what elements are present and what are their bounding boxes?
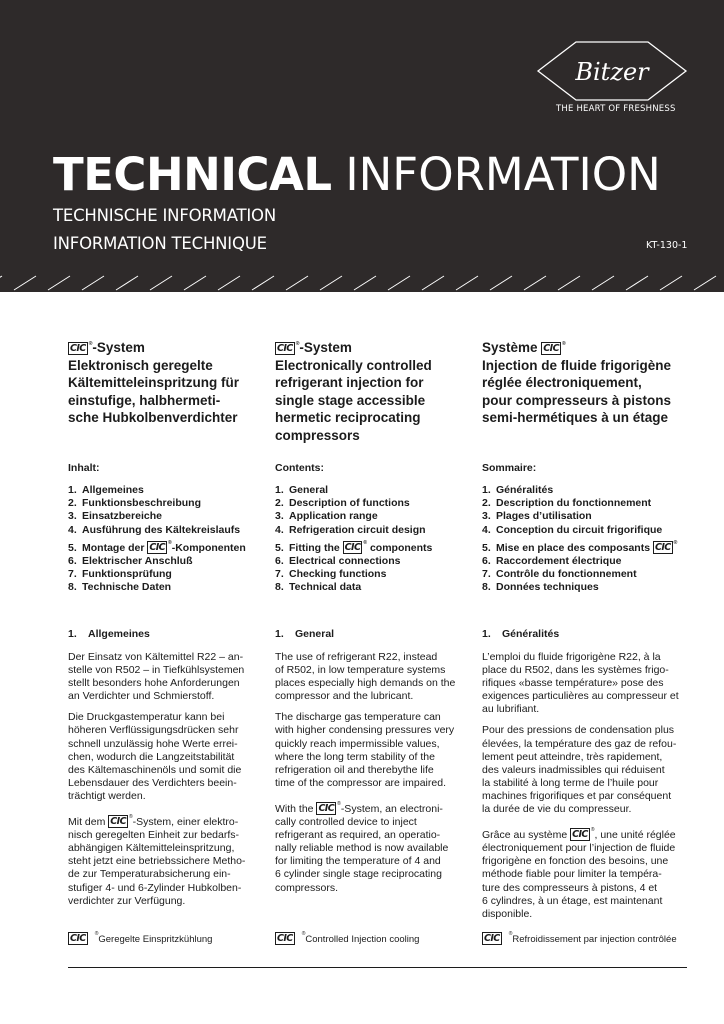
column-french xyxy=(482,336,700,929)
paragraph-line: de zur Temperaturabsicherung ein- xyxy=(68,868,231,881)
body-paragraph xyxy=(482,651,700,716)
heading-line: Injection de fluide frigorigène xyxy=(482,357,672,373)
registered-mark: ® xyxy=(295,341,300,347)
body-paragraph-logo xyxy=(482,824,700,921)
paragraph-line: stellt besonders hohe Anforderungen xyxy=(68,677,240,690)
paragraph-line: Der Einsatz von Kältemittel R22 – an- xyxy=(68,651,244,663)
toc-number: 7. xyxy=(68,568,77,581)
toc-item[interactable] xyxy=(275,568,493,581)
paragraph-line: ture des compresseurs à pistons, 4 et xyxy=(482,881,658,894)
paragraph-line xyxy=(275,798,493,816)
toc-item[interactable] xyxy=(68,497,286,510)
paragraph-line: chen, wodurch die Langzeitstabilität xyxy=(68,750,235,763)
toc-item[interactable] xyxy=(68,555,286,568)
paragraph-line: trächtigt werden. xyxy=(68,789,146,802)
toc-label: Ausführung des Kältekreislaufs xyxy=(82,523,241,536)
toc-label: Technical data xyxy=(289,581,362,594)
toc-item[interactable] xyxy=(68,568,286,581)
bitzer-logo xyxy=(536,40,688,102)
toc-number: 7. xyxy=(275,568,284,581)
title-bold: TECHNICAL xyxy=(53,148,332,201)
toc-number: 5. xyxy=(482,541,491,554)
toc-number: 8. xyxy=(482,581,491,594)
paragraph-line: 6 cylinder single stage reciprocating xyxy=(275,868,442,881)
paragraph-line: L’emploi du fluide frigorigène R22, à la xyxy=(482,651,661,663)
paragraph-line: des Kältemaschinenöls und somit die xyxy=(68,763,242,776)
toc-item[interactable] xyxy=(68,510,286,523)
toc-label: Funktionsprüfung xyxy=(82,568,172,581)
toc-item[interactable] xyxy=(275,537,493,555)
toc-number: 4. xyxy=(275,523,284,536)
paragraph-line: schnell unzulässig hohe Werte errei- xyxy=(68,737,238,750)
toc-number: 5. xyxy=(68,541,77,554)
subtitle-german: TECHNISCHE INFORMATION xyxy=(53,206,276,225)
toc-item[interactable] xyxy=(275,510,493,523)
toc-item[interactable] xyxy=(482,484,700,497)
registered-mark: ® xyxy=(508,931,513,937)
footer-divider xyxy=(68,967,687,968)
toc-item[interactable] xyxy=(275,484,493,497)
paragraph-line: la durée de vie du compresseur. xyxy=(482,803,632,816)
paragraph-line: frigorigène en fonction des besoins, une xyxy=(482,855,669,868)
paragraph-line: The use of refrigerant R22, instead xyxy=(275,651,438,663)
toc-item[interactable] xyxy=(482,510,700,523)
paragraph-line: where the long term stability of the xyxy=(275,750,435,763)
toc-item[interactable] xyxy=(68,524,286,537)
section-title xyxy=(68,628,286,640)
toc-item[interactable] xyxy=(482,568,700,581)
paragraph-line: compressors. xyxy=(275,881,339,894)
section-title xyxy=(275,628,493,640)
toc-label: Technische Daten xyxy=(82,581,172,594)
toc-label: General xyxy=(289,484,329,496)
stripe-decoration xyxy=(0,274,724,292)
cic-logo-icon xyxy=(570,828,590,841)
paragraph-line: électroniquement pour l’injection de fluide xyxy=(482,842,676,855)
toc-label-suffix: -Komponenten xyxy=(171,541,246,554)
paragraph-line: place du R502, dans les systèmes frigo- xyxy=(482,664,669,677)
paragraph-line: places especially high demands on the xyxy=(275,677,456,690)
toc-label: Allgemeines xyxy=(82,484,144,496)
toc-number: 6. xyxy=(482,555,491,568)
toc-item[interactable] xyxy=(482,537,700,555)
heading-line: einstufige, halbhermeti- xyxy=(68,392,221,408)
toc-number: 3. xyxy=(275,510,284,523)
logo-para-pre: With the xyxy=(275,802,317,815)
heading-line: réglée électroniquement, xyxy=(482,375,642,390)
heading-line: single stage accessible xyxy=(275,392,426,408)
toc-label: Einsatzbereiche xyxy=(82,510,162,523)
column-english xyxy=(275,336,493,903)
paragraph-line: with higher condensing pressures very xyxy=(275,724,455,737)
title-light: INFORMATION xyxy=(345,148,661,201)
section-title-text: General xyxy=(295,628,335,640)
heading-line: Elektronisch geregelte xyxy=(68,357,213,373)
column-heading xyxy=(482,336,700,462)
paragraph-line: refrigerant as required, an operatio- xyxy=(275,829,441,842)
registered-mark: ® xyxy=(88,341,93,347)
logo-para-post: -System, an electroni- xyxy=(340,802,443,815)
heading-line: pour compresseurs à pistons xyxy=(482,392,672,408)
cic-mark: CIC xyxy=(110,816,126,828)
footer-note-text: Geregelte Einspritzkühlung xyxy=(98,934,213,945)
registered-mark: ® xyxy=(168,539,172,546)
paragraph-line: méthode fiable pour limiter la tempéra- xyxy=(482,868,662,881)
paragraph-line: an Verdichter und Schmierstoff. xyxy=(68,690,215,703)
paragraph-line: compressor and the lubricant. xyxy=(275,690,414,703)
column-heading xyxy=(275,336,493,462)
table-of-contents xyxy=(275,484,493,628)
toc-item[interactable] xyxy=(275,524,493,537)
registered-mark: ® xyxy=(590,827,595,834)
registered-mark: ® xyxy=(128,814,133,821)
toc-item[interactable] xyxy=(275,555,493,568)
cic-logo-icon xyxy=(275,342,295,355)
toc-label: Généralités xyxy=(496,484,554,496)
registered-mark: ® xyxy=(363,539,368,546)
section-title xyxy=(482,628,700,640)
paragraph-line: The discharge gas temperature can xyxy=(275,711,441,724)
cic-mark: CIC xyxy=(70,933,86,944)
toc-label: Description of functions xyxy=(289,497,410,510)
column-heading xyxy=(68,336,286,462)
footer-note-text: Refroidissement par injection contrôlée xyxy=(512,934,677,945)
heading-line: sche Hubkolbenverdichter xyxy=(68,410,238,425)
footer-note-german xyxy=(68,931,212,945)
heading-suffix: -System xyxy=(299,340,352,355)
heading-line: hermetic reciprocating xyxy=(275,410,421,425)
paragraph-line: rifiques «basse température» pose des xyxy=(482,677,664,690)
toc-number: 5. xyxy=(275,541,284,554)
toc-label: Plages d’utilisation xyxy=(496,510,592,523)
section-number: 1. xyxy=(68,628,77,640)
paragraph-line: höheren Verflüssigungsdrücken sehr xyxy=(68,724,239,737)
heading-line: semi-hermétiques à un étage xyxy=(482,410,669,425)
toc-number: 6. xyxy=(275,555,284,568)
toc-number: 6. xyxy=(68,555,77,568)
toc-item[interactable] xyxy=(68,484,286,497)
body-paragraph xyxy=(275,651,493,703)
paragraph-line xyxy=(68,811,286,829)
cic-mark: CIC xyxy=(70,343,86,354)
paragraph-line: steht jetzt eine betriebssichere Metho- xyxy=(68,855,246,868)
logo-text: Bitzer xyxy=(575,58,649,86)
toc-label: Electrical connections xyxy=(289,555,401,568)
paragraph-line xyxy=(482,824,700,842)
heading-system-line xyxy=(482,336,700,357)
toc-item[interactable] xyxy=(482,581,700,594)
paragraph-line: lement peut atteindre, très rapidement, xyxy=(482,750,663,763)
paragraph-line: time of the compressor are impaired. xyxy=(275,776,446,789)
toc-number: 1. xyxy=(68,484,77,496)
toc-item[interactable] xyxy=(68,537,286,555)
cic-mark: CIC xyxy=(572,829,588,841)
cic-mark: CIC xyxy=(149,541,166,553)
paragraph-line: abhängigen Kältemitteleinspritzung, xyxy=(68,842,235,855)
cic-logo-icon xyxy=(147,541,167,554)
toc-number: 1. xyxy=(275,484,284,496)
heading-suffix: -System xyxy=(92,340,145,355)
toc-label: Montage der xyxy=(82,541,148,554)
heading-line: Electronically controlled xyxy=(275,357,432,373)
toc-label: Application range xyxy=(289,510,378,523)
toc-number: 2. xyxy=(275,497,284,510)
body-paragraph xyxy=(68,711,286,803)
table-of-contents xyxy=(482,484,700,628)
cic-logo-icon xyxy=(316,802,336,815)
registered-mark: ® xyxy=(673,539,678,546)
paragraph-line: Die Druckgastemperatur kann bei xyxy=(68,711,225,724)
toc-item[interactable] xyxy=(275,497,493,510)
toc-label: Refrigeration circuit design xyxy=(289,523,426,536)
paragraph-line: Lebensdauer des Verdichters beein- xyxy=(68,776,237,789)
column-german xyxy=(68,336,286,916)
tagline: THE HEART OF FRESHNESS xyxy=(556,104,676,114)
contents-title: Sommaire: xyxy=(482,462,537,474)
paragraph-line: quickly reach impermissible values, xyxy=(275,737,440,750)
body-paragraph xyxy=(482,724,700,816)
section-number: 1. xyxy=(275,628,284,640)
paragraph-line: refrigeration oil and therebythe life xyxy=(275,763,434,776)
paragraph-line: exigences particulières au compresseur et xyxy=(482,690,679,703)
toc-label: Raccordement électrique xyxy=(496,555,622,568)
paragraph-line: nally reliable method is now available xyxy=(275,842,449,855)
toc-item[interactable] xyxy=(482,524,700,537)
cic-mark: CIC xyxy=(654,541,671,553)
section-title-text: Allgemeines xyxy=(88,628,150,640)
contents-title: Contents: xyxy=(275,462,324,474)
paragraph-line: disponible. xyxy=(482,907,533,920)
cic-logo-icon xyxy=(653,541,673,554)
cic-logo-icon xyxy=(482,932,502,945)
toc-number: 2. xyxy=(482,497,491,510)
toc-label: Données techniques xyxy=(496,581,599,594)
cic-logo-icon xyxy=(68,932,88,945)
footer-note-text: Controlled Injection cooling xyxy=(305,934,420,945)
toc-label: Elektrischer Anschluß xyxy=(82,555,193,568)
logo-para-pre: Mit dem xyxy=(68,816,109,829)
toc-item[interactable] xyxy=(482,555,700,568)
body-paragraph xyxy=(68,651,286,703)
toc-number: 3. xyxy=(68,510,77,523)
subtitle-french: INFORMATION TECHNIQUE xyxy=(53,234,267,253)
logo-para-post: , une unité réglée xyxy=(594,829,676,842)
cic-mark: CIC xyxy=(344,541,361,553)
toc-number: 8. xyxy=(68,581,77,594)
paragraph-line: stufiger 4- und 6-Zylinder Hubkolben- xyxy=(68,881,242,894)
paragraph-line: des valeurs inadmissibles qui réduisent xyxy=(482,763,665,776)
toc-label: Fitting the xyxy=(289,541,343,554)
toc-label: Checking functions xyxy=(289,568,387,581)
paragraph-line: stelle von R502 – in Tiefkühlsystemen xyxy=(68,664,245,677)
toc-number: 4. xyxy=(68,523,77,536)
footer-note-english xyxy=(275,931,419,945)
paragraph-line: for limiting the temperature of 4 and xyxy=(275,855,441,868)
paragraph-line: cally controlled device to inject xyxy=(275,816,417,829)
paragraph-line: of R502, in low temperature systems xyxy=(275,664,446,677)
document-number: KT-130-1 xyxy=(646,240,688,251)
cic-logo-icon xyxy=(275,932,295,945)
registered-mark: ® xyxy=(301,931,306,937)
heading-line: refrigerant injection for xyxy=(275,375,424,390)
section-number: 1. xyxy=(482,628,491,640)
paragraph-line: Pour des pressions de condensation plus xyxy=(482,724,675,737)
toc-item[interactable] xyxy=(275,581,493,594)
cic-mark: CIC xyxy=(277,933,293,944)
paragraph-line: élevées, la température des gaz de refou- xyxy=(482,737,677,750)
registered-mark: ® xyxy=(337,800,341,807)
cic-mark: CIC xyxy=(277,343,293,354)
toc-item[interactable] xyxy=(68,581,286,594)
paragraph-line: la stabilité à long terme de l’huile pour xyxy=(482,776,659,789)
header-banner xyxy=(0,0,724,292)
section-title-text: Généralités xyxy=(502,628,560,640)
toc-label-suffix: components xyxy=(367,541,433,554)
cic-mark: CIC xyxy=(543,343,559,354)
cic-logo-icon xyxy=(343,541,363,554)
contents-title: Inhalt: xyxy=(68,462,100,474)
paragraph-line: machines frigorifiques et par conséquent xyxy=(482,789,672,802)
cic-mark: CIC xyxy=(318,802,335,814)
registered-mark: ® xyxy=(561,341,566,347)
toc-label: Funktionsbeschreibung xyxy=(82,497,202,510)
toc-number: 7. xyxy=(482,568,491,581)
body-paragraph-logo xyxy=(275,798,493,895)
toc-number: 4. xyxy=(482,523,491,536)
logo-para-pre: Grâce au système xyxy=(482,829,571,842)
body-paragraph-logo xyxy=(68,811,286,908)
toc-number: 1. xyxy=(482,484,491,496)
logo-para-post: -System, einer elektro- xyxy=(132,816,239,829)
toc-number: 3. xyxy=(482,510,491,523)
heading-line: compressors xyxy=(275,427,360,443)
heading-system-line xyxy=(68,336,286,357)
cic-logo-icon xyxy=(108,815,128,828)
toc-label: Mise en place des composants xyxy=(496,541,653,554)
page-title xyxy=(53,146,661,204)
heading-prefix: Système xyxy=(482,340,542,355)
toc-label: Contrôle du fonctionnement xyxy=(496,568,637,581)
paragraph-line: verdichter zur Verfügung. xyxy=(68,894,186,907)
table-of-contents xyxy=(68,484,286,628)
paragraph-line: nisch geregelten Einheit zur bedarfs- xyxy=(68,829,240,842)
toc-label: Description du fonctionnement xyxy=(496,497,652,510)
toc-number: 2. xyxy=(68,497,77,510)
paragraph-line: 6 cylindres, à un étage, est maintenant xyxy=(482,894,663,907)
footer-note-french xyxy=(482,931,677,945)
paragraph-line: au lubrifiant. xyxy=(482,703,540,716)
cic-logo-icon xyxy=(541,342,561,355)
body-paragraph xyxy=(275,711,493,790)
heading-line: Kältemitteleinspritzung für xyxy=(68,375,240,390)
registered-mark: ® xyxy=(94,931,99,937)
toc-item[interactable] xyxy=(482,497,700,510)
cic-mark: CIC xyxy=(484,933,500,944)
toc-label: Conception du circuit frigorifique xyxy=(496,523,663,536)
cic-logo-icon xyxy=(68,342,88,355)
toc-number: 8. xyxy=(275,581,284,594)
heading-system-line xyxy=(275,336,493,357)
